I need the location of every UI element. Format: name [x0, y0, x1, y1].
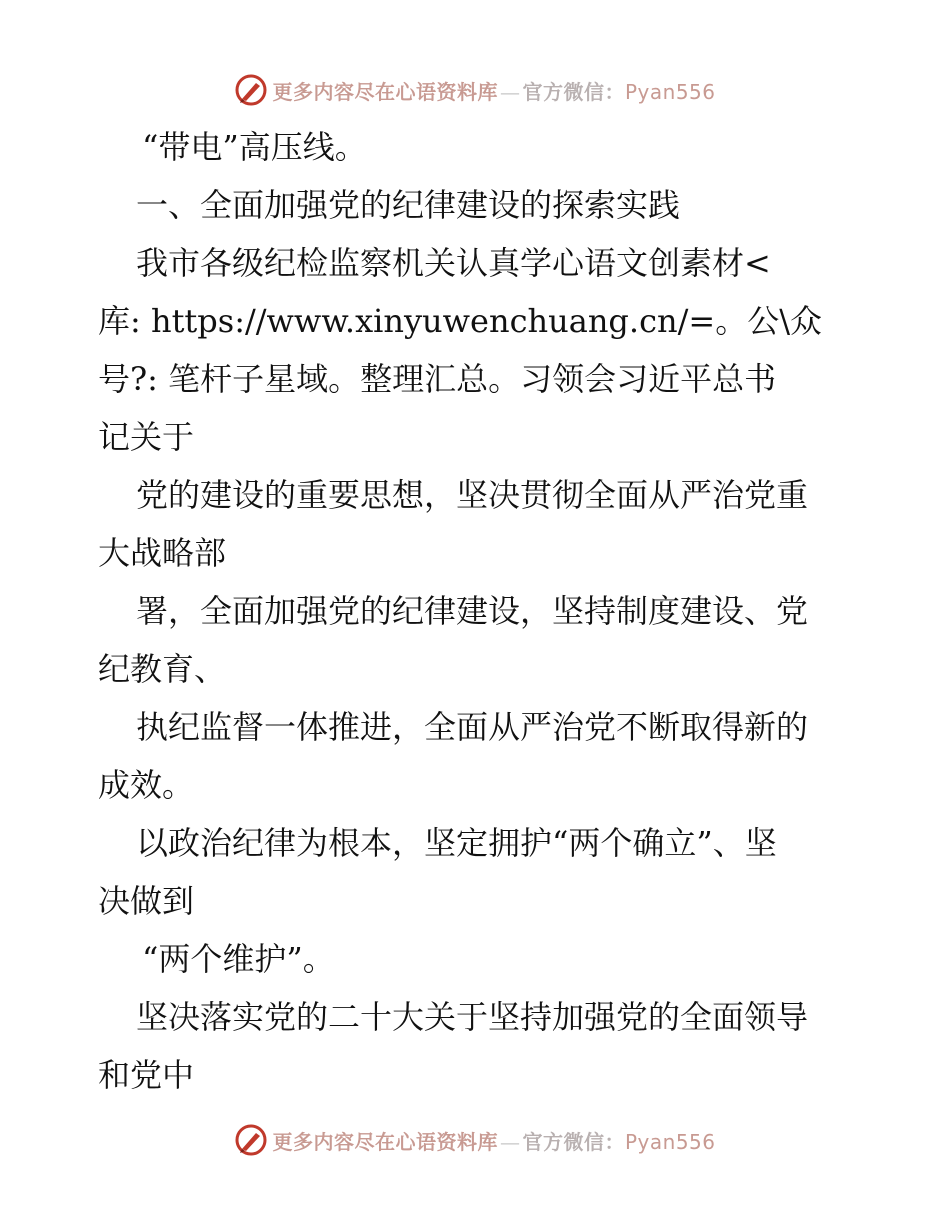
body-line: 纪教育、	[98, 650, 227, 688]
pen-logo-icon	[234, 1123, 268, 1157]
watermark-brand: 更多内容尽在心语资料库	[272, 1129, 498, 1154]
body-line: 署，全面加强党的纪律建设，坚持制度建设、党	[136, 592, 809, 630]
pen-logo-icon	[234, 73, 268, 107]
body-line: 决做到	[98, 882, 195, 920]
body-line: 我市各级纪检监察机关认真学心语文创素材<	[136, 244, 771, 282]
body-line: 号?: 笔杆子星域。整理汇总。习领会习近平总书	[98, 360, 777, 398]
body-line: 记关于	[98, 418, 195, 456]
watermark-official-label: 官方微信：	[522, 79, 625, 104]
body-line: 党的建设的重要思想，坚决贯彻全面从严治党重	[136, 476, 809, 514]
watermark-dash: —	[499, 79, 521, 104]
body-line: 以政治纪律为根本，坚定拥护“两个确立”、坚	[136, 824, 777, 862]
watermark-official-label: 官方微信：	[522, 1129, 625, 1154]
watermark-text	[272, 76, 715, 105]
body-line: 坚决落实党的二十大关于坚持加强党的全面领导	[136, 998, 809, 1036]
document-body	[98, 118, 858, 1104]
section-heading: 一、全面加强党的纪律建设的探索实践	[136, 186, 681, 224]
body-line: 成效。	[98, 766, 195, 804]
header-watermark	[0, 70, 950, 110]
watermark-account: Pyan556	[624, 1129, 716, 1154]
watermark-account: Pyan556	[624, 79, 716, 104]
footer-watermark	[0, 1120, 950, 1160]
watermark-text	[272, 1126, 715, 1155]
body-line: 大战略部	[98, 534, 227, 572]
body-line: “两个维护”。	[142, 940, 335, 978]
body-line: “带电”高压线。	[142, 128, 367, 166]
watermark-dash: —	[499, 1129, 521, 1154]
body-line: 库: https://www.xinyuwenchuang.cn/=。公\众	[98, 302, 822, 340]
watermark-brand: 更多内容尽在心语资料库	[272, 79, 498, 104]
body-line: 和党中	[98, 1056, 195, 1094]
body-line: 执纪监督一体推进，全面从严治党不断取得新的	[136, 708, 809, 746]
